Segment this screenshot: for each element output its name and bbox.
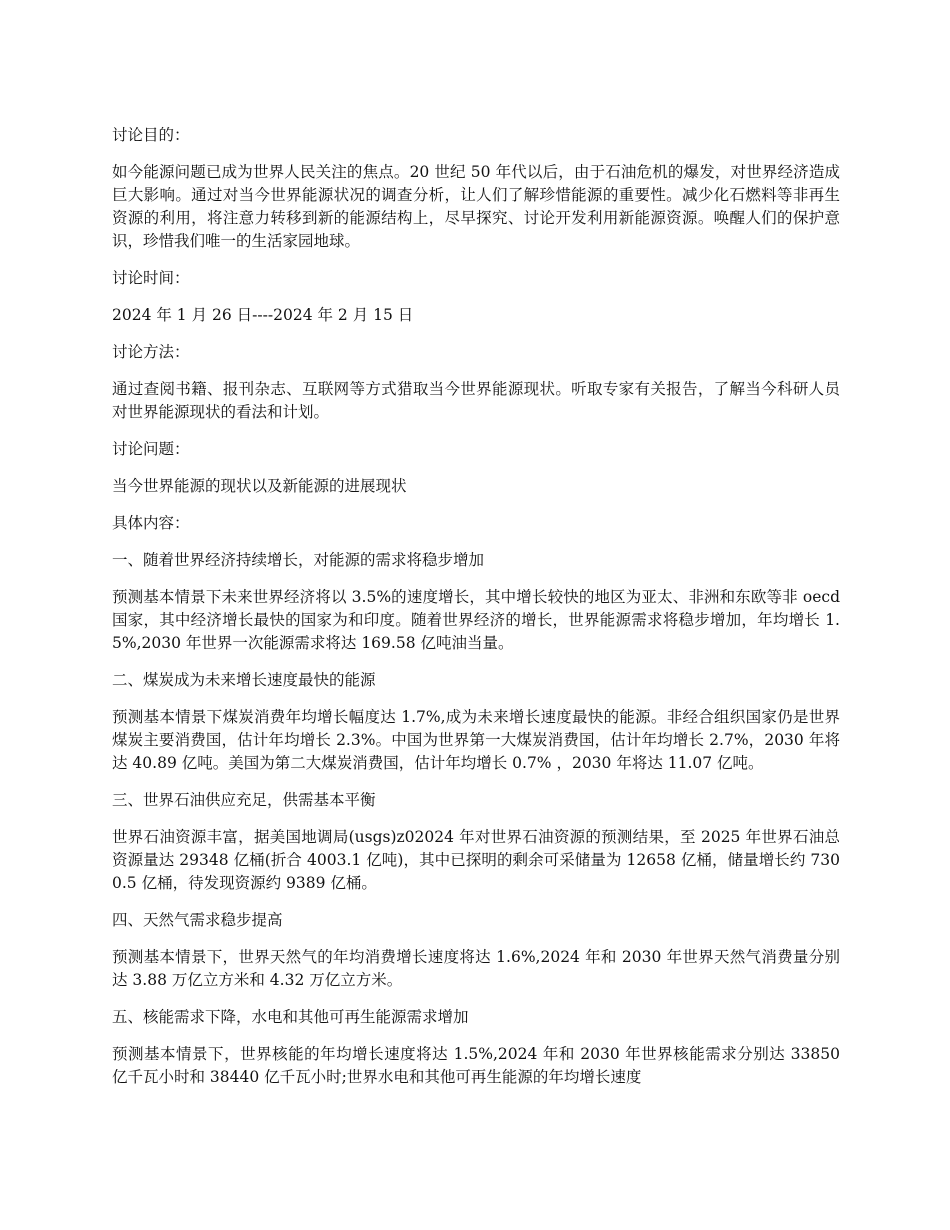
heading-item-3: 三、世界石油供应充足，供需基本平衡 bbox=[112, 791, 376, 809]
paragraph-item-1: 预测基本情景下未来世界经济将以 3.5%的速度增长，其中增长较快的地区为亚太、非洲和东欧等非 oecd 国家，其中经济增长最快的国家为和印度。随着世界经济的增长，世界能源需求将稳步增加，年均增长 1.5%,2030 年世界一次能源需求将达 169.58 亿吨油当量。 bbox=[112, 588, 840, 652]
heading-item-5: 五、核能需求下降，水电和其他可再生能源需求增加 bbox=[112, 1008, 469, 1026]
section-label-time: 讨论时间： bbox=[112, 269, 190, 287]
section-label-question: 讨论问题： bbox=[112, 440, 190, 458]
heading-item-4: 四、天然气需求稳步提高 bbox=[112, 911, 283, 929]
paragraph-question: 当今世界能源的现状以及新能源的进展现状 bbox=[112, 477, 407, 495]
section-label-method: 讨论方法： bbox=[112, 343, 190, 361]
section-label-purpose: 讨论目的： bbox=[112, 126, 190, 144]
heading-item-2: 二、煤炭成为未来增长速度最快的能源 bbox=[112, 671, 376, 689]
paragraph-item-5: 预测基本情景下，世界核能的年均增长速度将达 1.5%,2024 年和 2030 年世界核能需求分别达 33850 亿千瓦小时和 38440 亿千瓦小时;世界水电和其他可再生能源的年均增长速度 bbox=[112, 1045, 840, 1086]
section-label-content: 具体内容： bbox=[112, 514, 190, 532]
paragraph-item-3: 世界石油资源丰富，据美国地调局(usgs)z02024 年对世界石油资源的预测结果，至 2025 年世界石油总资源量达 29348 亿桶(折合 4003.1 亿吨)，其中已探明的剩余可采储量为 12658 亿桶，储量增长约 7300.5 亿桶，待发现资源约 9389 亿桶。 bbox=[112, 828, 840, 892]
paragraph-purpose: 如今能源问题已成为世界人民关注的焦点。20 世纪 50 年代以后，由于石油危机的爆发，对世界经济造成巨大影响。通过对当今世界能源状况的调查分析，让人们了解珍惜能源的重要性。减少化石燃料等非再生资源的利用，将注意力转移到新的能源结构上，尽早探究、讨论开发利用新能源资源。唤醒人们的保护意识，珍惜我们唯一的生活家园地球。 bbox=[112, 163, 840, 250]
paragraph-item-2: 预测基本情景下煤炭消费年均增长幅度达 1.7%,成为未来增长速度最快的能源。非经合组织国家仍是世界煤炭主要消费国，估计年均增长 2.3%。中国为世界第一大煤炭消费国，估计年均增长 2.7%，2030 年将达 40.89 亿吨。美国为第二大煤炭消费国，估计年均增长 0.7% ，2030 年将达 11.07 亿吨。 bbox=[112, 708, 840, 772]
paragraph-time: 2024 年 1 月 26 日----2024 年 2 月 15 日 bbox=[112, 306, 414, 324]
paragraph-item-4: 预测基本情景下，世界天然气的年均消费增长速度将达 1.6%,2024 年和 2030 年世界天然气消费量分别达 3.88 万亿立方米和 4.32 万亿立方米。 bbox=[112, 948, 840, 989]
heading-item-1: 一、随着世界经济持续增长，对能源的需求将稳步增加 bbox=[112, 551, 485, 569]
paragraph-method: 通过查阅书籍、报刊杂志、互联网等方式猎取当今世界能源现状。听取专家有关报告，了解当今科研人员对世界能源现状的看法和计划。 bbox=[112, 380, 840, 421]
